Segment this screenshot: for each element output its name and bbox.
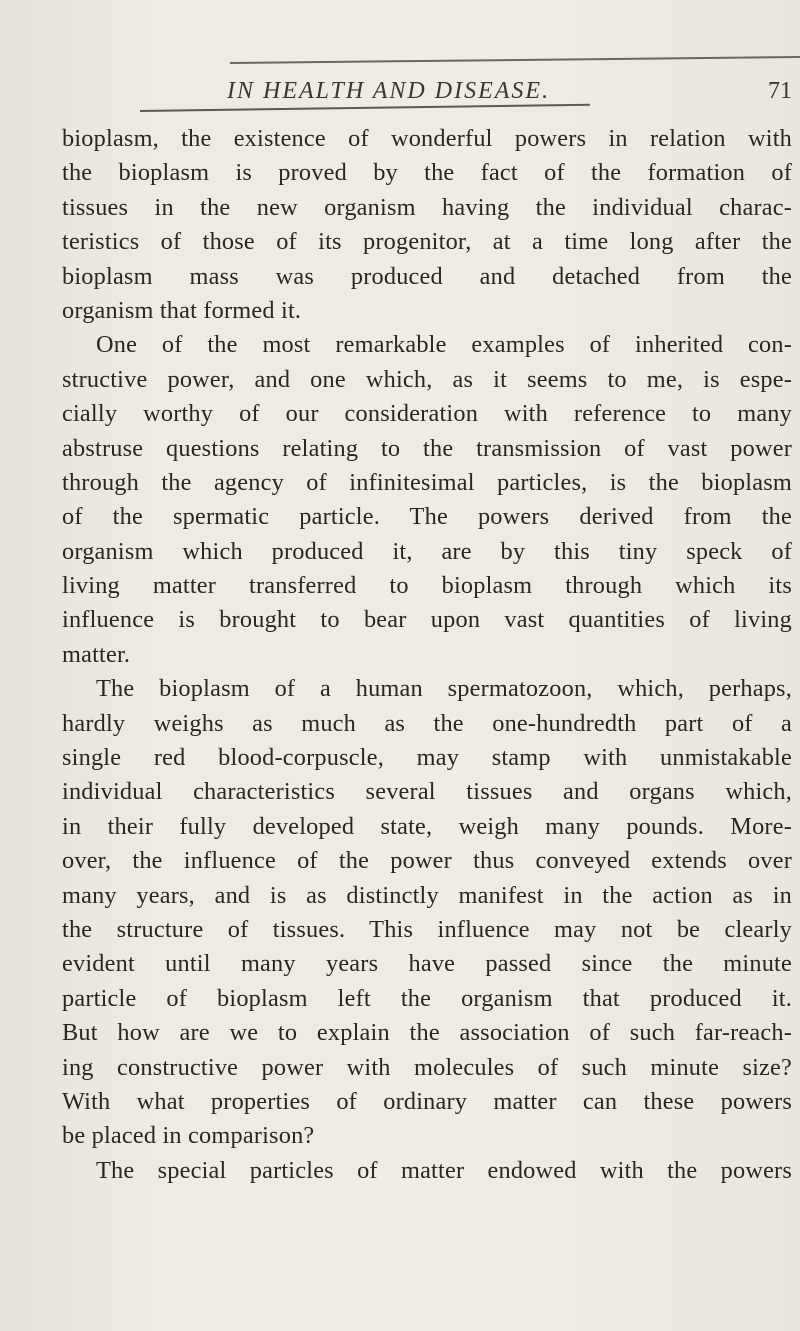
text-line: matter. [62,640,131,668]
text-line: many years, and is as distinctly manifest in the action as in [62,881,792,909]
paragraph-start: The special particles of matter endowed with the powers [96,1156,792,1184]
text-line: organism that formed it. [62,296,302,324]
top-rule [230,56,800,64]
text-line: particle of bioplasm left the organism that produced it. [62,984,792,1012]
text-line: be placed in comparison? [62,1122,315,1150]
text-line: in their fully developed state, weigh many pounds. More- [62,812,792,840]
body-text [62,122,792,1188]
text-line: With what properties of ordinary matter can these powers [62,1087,792,1115]
text-line: hardly weighs as much as the one-hundredth part of a [62,709,792,737]
text-line: But how are we to explain the association of such far-reach- [62,1019,792,1047]
text-line: abstruse questions relating to the transmission of vast power [62,434,792,462]
text-line: teristics of those of its progenitor, at a time long after the [62,228,792,256]
text-line: ing constructive power with molecules of such minute size? [62,1053,792,1081]
text-line: bioplasm, the existence of wonderful powers in relation with [62,125,792,152]
text-line: tissues in the new organism having the individual charac- [62,193,792,221]
text-line: over, the influence of the power thus conveyed extends over [62,847,792,875]
running-title: IN HEALTH AND DISEASE. [227,78,551,104]
text-line: evident until many years have passed since the minute [62,950,792,978]
text-line: living matter transferred to bioplasm through which its [62,572,792,600]
page-number: 71 [768,78,792,104]
paragraph-start: One of the most remarkable examples of inherited con- [96,331,792,359]
text-line: structive power, and one which, as it seems to me, is espe- [62,365,792,393]
text-line: the structure of tissues. This influence may not be clearly [62,915,792,943]
text-line: single red blood-corpuscle, may stamp with unmistakable [62,744,792,772]
text-line: cially worthy of our consideration with reference to many [62,400,792,428]
text-line: organism which produced it, are by this tiny speck of [62,537,792,565]
paragraph-start: The bioplasm of a human spermatozoon, which, perhaps, [96,675,792,703]
text-line: individual characteristics several tissues and organs which, [62,778,792,806]
text-line: through the agency of infinitesimal particles, is the bioplasm [62,468,792,496]
text-line: the bioplasm is proved by the fact of the formation of [62,159,792,187]
text-line: of the spermatic particle. The powers derived from the [62,503,792,531]
text-line: bioplasm mass was produced and detached from the [62,262,792,290]
text-line: influence is brought to bear upon vast quantities of living [62,606,792,634]
